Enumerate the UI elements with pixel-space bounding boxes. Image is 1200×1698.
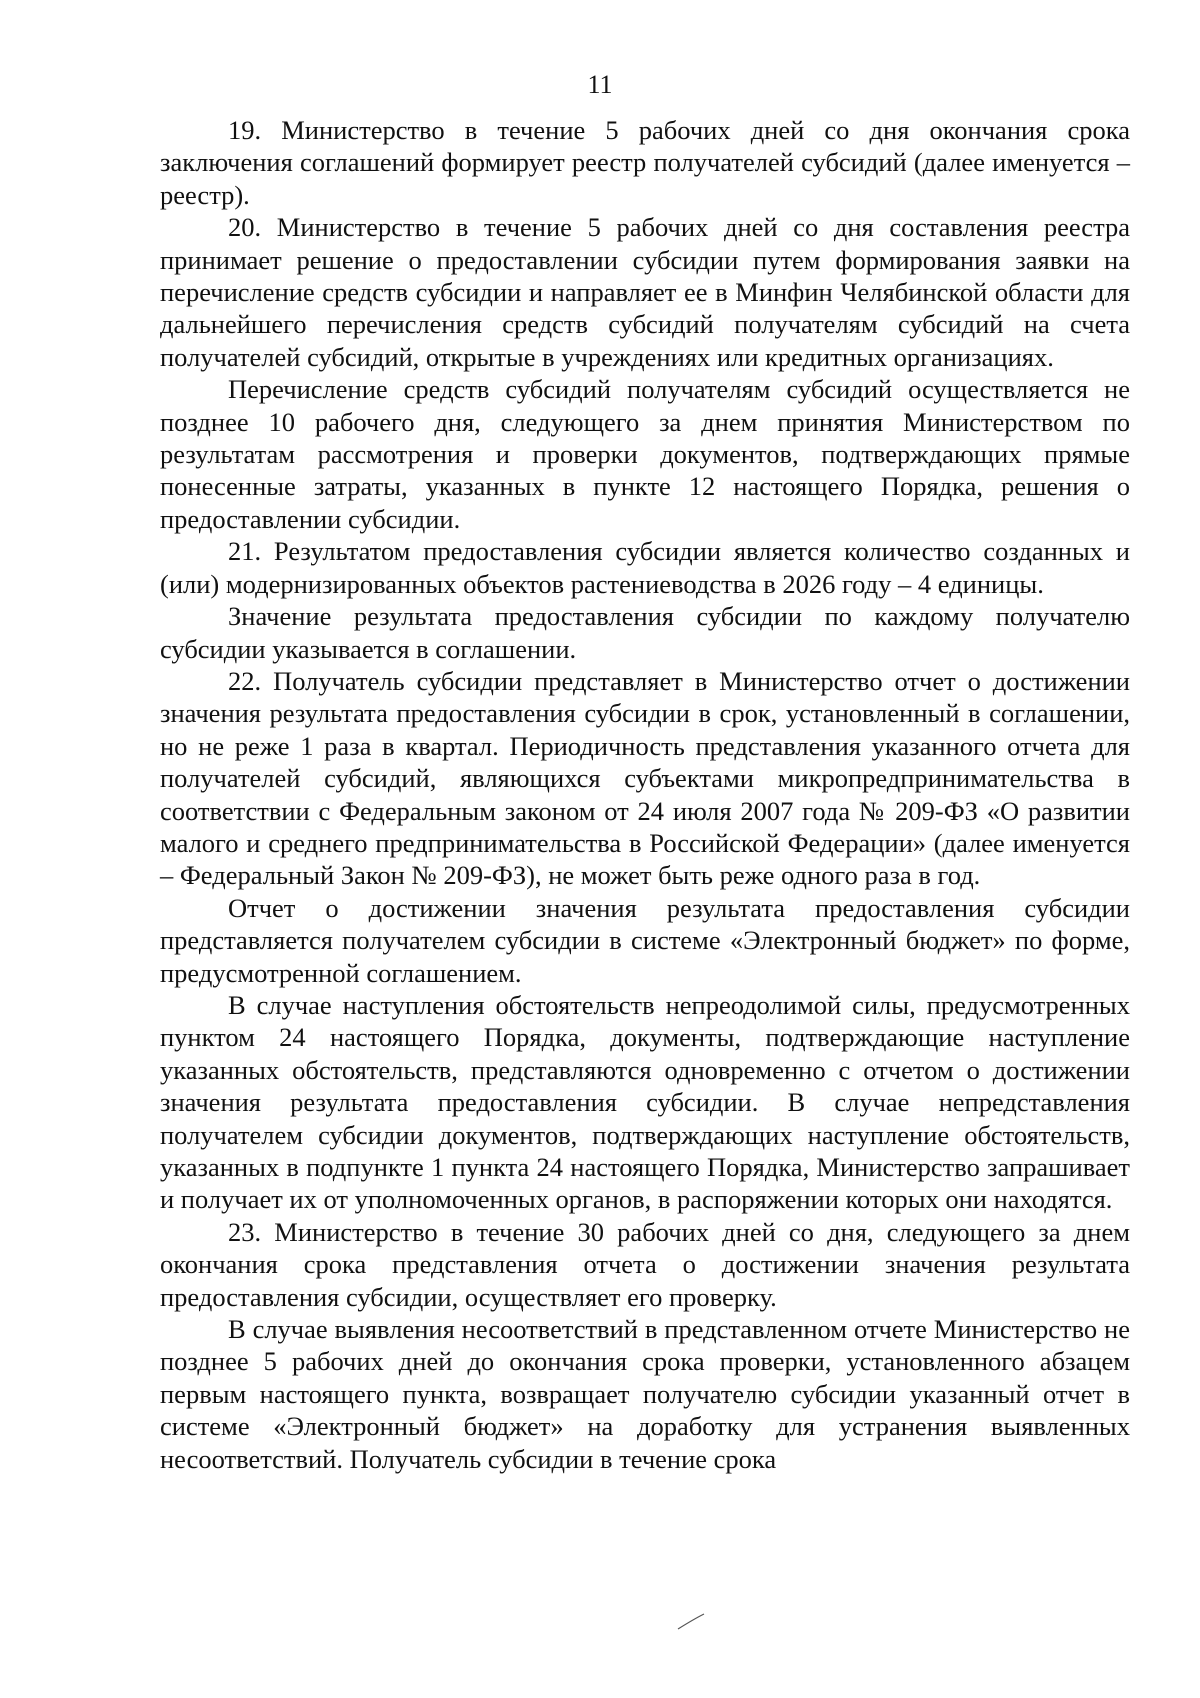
page-number: 11	[587, 70, 613, 99]
paragraph-20-transfer: Перечисление средств субсидий получателям субсидий осуществляется не позднее 10 рабочего дня, следующего за днем принятия Министерством по результатам рассмотрения и проверки документов, подтверждающих прямые понесенные затраты, указанных в пункте 12 настоящего Порядка, решения о предоставлении субсидии.	[160, 374, 1130, 534]
paragraph-21: 21. Результатом предоставления субсидии является количество созданных и (или) модернизированных объектов растениеводства в 2026 году – 4 единицы.	[160, 536, 1130, 599]
paragraph-22: 22. Получатель субсидии представляет в Министерство отчет о достижении значения результата предоставления субсидии в срок, установленный в соглашении, но не реже 1 раза в квартал. Периодичность представления указанного отчета для получателей субсидий, являющихся субъектами микропредпринимательства в соответствии с Федеральным законом от 24 июля 2007 года № 209-ФЗ «О развитии малого и среднего предпринимательства в Российской Федерации» (далее именуется – Федеральный Закон № 209-ФЗ), не может быть реже одного раза в год.	[160, 665, 1130, 891]
paragraph-23: 23. Министерство в течение 30 рабочих дней со дня, следующего за днем окончания срока представления отчета о достижении значения результата предоставления субсидии, осуществляет его проверку.	[160, 1216, 1130, 1312]
paragraph-23-discrepancies: В случае выявления несоответствий в представленном отчете Министерство не позднее 5 рабочих дней до окончания срока проверки, установленного абзацем первым настоящего пункта, возвращает получателю субсидии указанный отчет в системе «Электронный бюджет» на доработку для устранения выявленных несоответствий. Получатель субсидии в течение срока	[160, 1314, 1130, 1474]
paragraph-22-force-majeure: В случае наступления обстоятельств непреодолимой силы, предусмотренных пунктом 24 настоящего Порядка, документы, подтверждающие наступление указанных обстоятельств, представляются одновременно с отчетом о достижении значения результата предоставления субсидии. В случае непредставления получателем субсидии документов, подтверждающих наступление обстоятельств, указанных в подпункте 1 пункта 24 настоящего Порядка, Министерство запрашивает и получает их от уполномоченных органов, в распоряжении которых они находятся.	[160, 989, 1130, 1215]
document-body	[160, 114, 1130, 1475]
paragraph-19: 19. Министерство в течение 5 рабочих дней со дня окончания срока заключения соглашений формирует реестр получателей субсидий (далее именуется – реестр).	[160, 115, 1130, 210]
paragraph-20: 20. Министерство в течение 5 рабочих дней со дня составления реестра принимает решение о предоставлении субсидии путем формирования заявки на перечисление средств субсидии и направляет ее в Минфин Челябинской области для дальнейшего перечисления средств субсидий получателям субсидий на счета получателей субсидий, открытые в учреждениях или кредитных организациях.	[160, 212, 1130, 372]
pen-mark	[676, 1612, 706, 1632]
paragraph-22-report: Отчет о достижении значения результата предоставления субсидии представляется получателем субсидии в системе «Электронный бюджет» по форме, предусмотренной соглашением.	[160, 892, 1130, 988]
paragraph-21-value: Значение результата предоставления субсидии по каждому получателю субсидии указывается в соглашении.	[160, 601, 1130, 664]
